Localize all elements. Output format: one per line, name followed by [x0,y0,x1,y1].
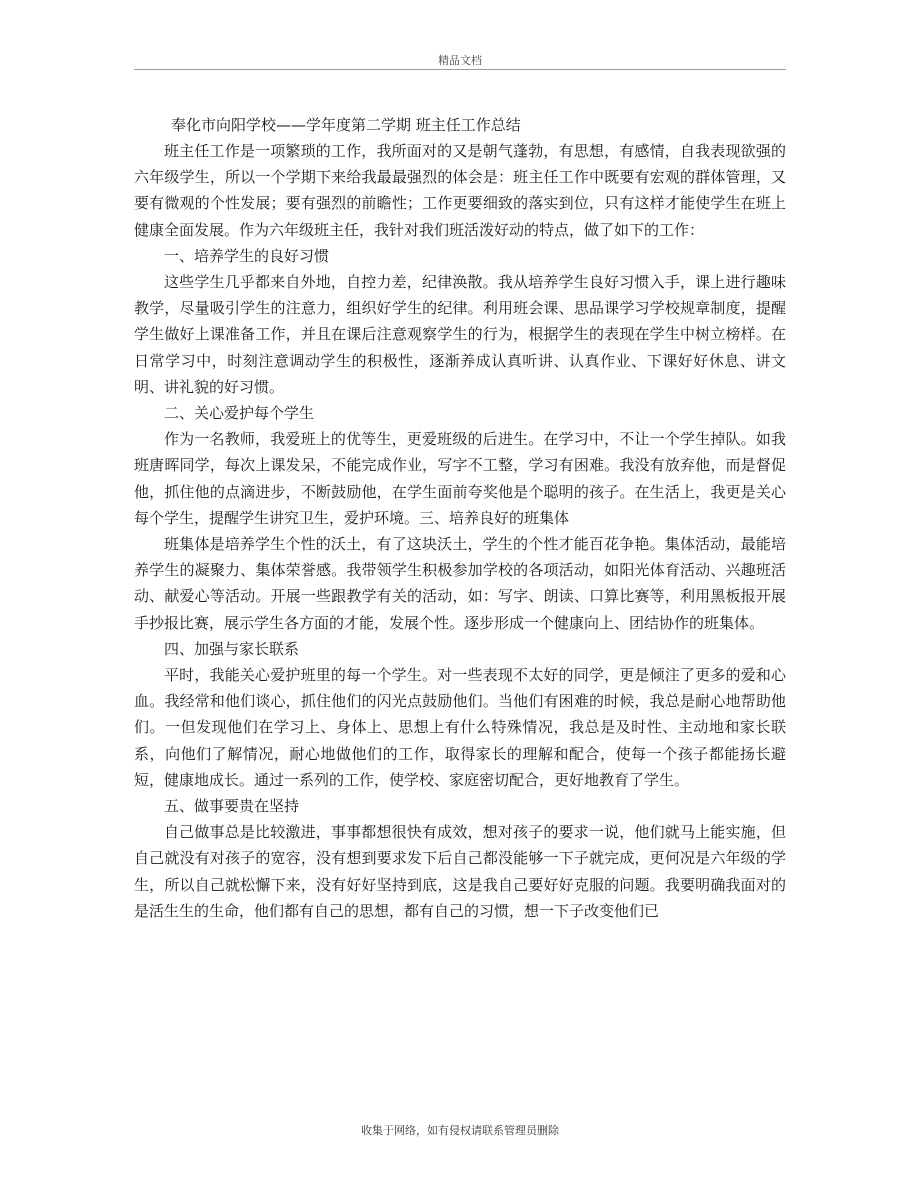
section-5-paragraph: 自己做事总是比较激进，事事都想很快有成效，想对孩子的要求一说，他们就马上能实施，但自己就没有对孩子的宽容，没有想到要求发下后自己都没能够一下子就完成，更何况是六年级的学生，所以自己就松懈下来，没有好好坚持到底，这是我自己要好好克服的问题。我要明确我面对的是活生生的生命，他们都有自己的思想，都有自己的习惯，想一下子改变他们已 [134,823,786,920]
section-1-paragraph: 这些学生几乎都来自外地，自控力差，纪律涣散。我从培养学生良好习惯入手，课上进行趣味教学，尽量吸引学生的注意力，组织好学生的纪律。利用班会课、思品课学习学校规章制度，提醒学生做好上课准备工作，并且在课后注意观察学生的行为，根据学生的表现在学生中树立榜样。在日常学习中，时刻注意调动学生的积极性，逐渐养成认真听讲、认真作业、下课好好休息、讲文明、讲礼貌的好习惯。 [134,273,786,396]
section-3-paragraph: 班集体是培养学生个性的沃土，有了这块沃土，学生的个性才能百花争艳。集体活动，最能培养学生的凝聚力、集体荣誉感。我带领学生积极参加学校的各项活动，如阳光体育活动、兴趣班活动、献爱心等活动。开展一些跟教学有关的活动，如：写字、朗读、口算比赛等，利用黑板报开展手抄报比赛，展示学生各方面的才能，发展个性。逐步形成一个健康向上、团结协作的班集体。 [134,535,786,632]
section-4-paragraph: 平时，我能关心爱护班里的每一个学生。对一些表现不太好的同学，更是倾注了更多的爱和心血。我经常和他们谈心，抓住他们的闪光点鼓励他们。当他们有困难的时候，我总是耐心地帮助他们。一但发现他们在学习上、身体上、思想上有什么特殊情况，我总是及时性、主动地和家长联系，向他们了解情况，耐心地做他们的工作，取得家长的理解和配合，使每一个孩子都能扬长避短，健康地成长。通过一系列的工作，使学校、家庭密切配合，更好地教育了学生。 [134,666,786,789]
intro-paragraph: 班主任工作是一项繁琐的工作，我所面对的又是朝气蓬勃，有思想，有感情，自我表现欲强的六年级学生，所以一个学期下来给我最最强烈的体会是：班主任工作中既要有宏观的群体管理，又要有微观的个性发展；要有强烈的前瞻性；工作更要细致的落实到位，只有这样才能使学生在班上健康全面发展。作为六年级班主任，我针对我们班活泼好动的特点，做了如下的工作： [134,142,786,239]
section-5-heading: 五、做事要贵在坚持 [164,797,300,816]
document-title: 奉化市向阳学校——学年度第二学期 班主任工作总结 [171,116,521,134]
header-divider [134,69,786,70]
section-1-heading: 一、培养学生的良好习惯 [164,246,330,265]
document-body [134,112,786,924]
section-2-paragraph: 作为一名教师，我爱班上的优等生，更爱班级的后进生。在学习中，不让一个学生掉队。如我班唐晖同学，每次上课发呆，不能完成作业，写字不工整，学习有困难。我没有放弃他，而是督促他，抓住他的点滴进步，不断鼓励他，在学生面前夸奖他是个聪明的孩子。在生活上，我更是关心每个学生，提醒学生讲究卫生，爱护环境。三、培养良好的班集体 [134,430,786,527]
section-2-heading: 二、关心爱护每个学生 [164,404,315,423]
page-header-label: 精品文档 [438,54,482,67]
section-4-heading: 四、加强与家长联系 [164,639,300,658]
page-footer-label: 收集于网络，如有侵权请联系管理员删除 [361,1124,559,1137]
